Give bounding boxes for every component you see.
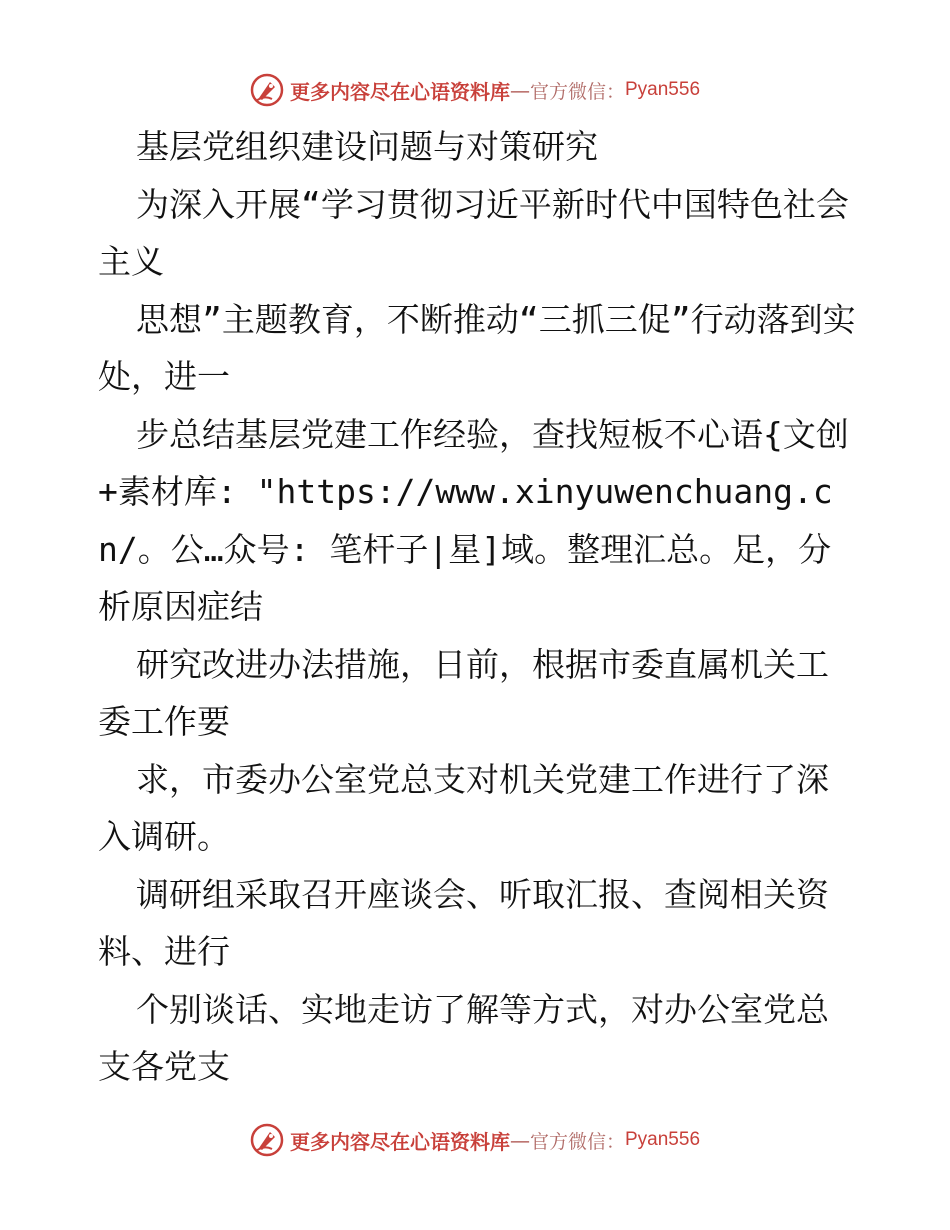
banner-wechat-label: 官方微信： — [529, 80, 625, 103]
pen-nib-logo-icon — [250, 1123, 284, 1157]
document-body — [98, 118, 858, 1096]
banner-separator: — — [509, 1128, 530, 1152]
banner-wechat-id: Pyan556 — [625, 79, 701, 100]
pen-nib-logo-icon — [250, 73, 284, 107]
paragraph: 调研组采取召开座谈会、听取汇报、查阅相关资料、进行 — [98, 874, 829, 971]
paragraph: 步总结基层党建工作经验，查找短板不心语{文创+素材库: "https://www.xinyuwenchuang.cn/。公…众号: 笔杆子|星]域。整理汇总。足，分析原因症结 — [98, 414, 849, 626]
paragraph: 思想”主题教育，不断推动“三抓三促”行动落到实处，进一 — [98, 299, 856, 396]
paragraph: 求，市委办公室党总支对机关党建工作进行了深入调研。 — [98, 759, 829, 856]
banner-text: 更多内容尽在心语资料库 — [289, 1129, 510, 1154]
banner-text: 更多内容尽在心语资料库 — [289, 79, 510, 104]
document-title: 基层党组织建设问题与对策研究 — [136, 127, 598, 166]
header-watermark-banner — [0, 70, 950, 110]
banner-wechat-label: 官方微信： — [529, 1130, 625, 1153]
paragraph: 个别谈话、实地走访了解等方式，对办公室党总支各党支 — [98, 989, 829, 1086]
banner-wechat-id: Pyan556 — [625, 1129, 701, 1150]
paragraph: 研究改进办法措施，日前，根据市委直属机关工委工作要 — [98, 644, 829, 741]
footer-watermark-banner — [0, 1120, 950, 1160]
paragraph: 为深入开展“学习贯彻习近平新时代中国特色社会主义 — [98, 184, 849, 281]
banner-separator: — — [509, 78, 530, 102]
